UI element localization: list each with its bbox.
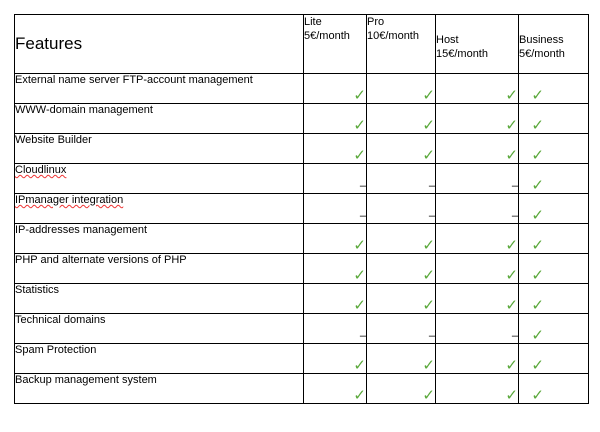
- check-icon: ✓: [531, 267, 544, 284]
- table-row: [15, 104, 589, 134]
- plan-cell: [436, 374, 519, 404]
- check-icon: ✓: [505, 237, 518, 254]
- dash-icon: –: [428, 330, 435, 342]
- dash-icon: –: [359, 330, 366, 342]
- feature-name: [15, 284, 304, 314]
- check-icon: ✓: [505, 117, 518, 134]
- plan-cell: [304, 164, 367, 194]
- check-icon: ✓: [353, 147, 366, 164]
- check-icon: ✓: [422, 297, 435, 314]
- plan-cell: [304, 224, 367, 254]
- feature-label: Technical domains: [15, 314, 106, 326]
- plan-name: Lite: [304, 16, 322, 28]
- feature-name: [15, 164, 304, 194]
- plan-cell: [367, 374, 436, 404]
- plan-cell: [436, 284, 519, 314]
- plan-cell: [304, 314, 367, 344]
- plan-header-pro: [367, 15, 436, 74]
- table-row: [15, 284, 589, 314]
- features-table: [14, 14, 589, 404]
- check-icon: ✓: [422, 387, 435, 404]
- plan-cell: [436, 194, 519, 224]
- plan-price: 10€/month: [367, 30, 419, 42]
- feature-label: Backup management system: [15, 374, 157, 386]
- plan-cell: [304, 194, 367, 224]
- feature-label: Cloudlinux: [15, 164, 67, 176]
- plan-cell: [436, 344, 519, 374]
- feature-name: [15, 344, 304, 374]
- plan-cell: [367, 194, 436, 224]
- plan-cell: [519, 314, 589, 344]
- plan-cell: [367, 164, 436, 194]
- plan-name: Business: [519, 34, 564, 46]
- check-icon: ✓: [353, 297, 366, 314]
- plan-cell: [436, 134, 519, 164]
- dash-icon: –: [359, 210, 366, 222]
- check-icon: ✓: [531, 117, 544, 134]
- table-row: [15, 194, 589, 224]
- features-header: Features: [15, 15, 304, 74]
- plan-name: Host: [436, 34, 459, 46]
- feature-name: [15, 134, 304, 164]
- table-row: [15, 344, 589, 374]
- check-icon: ✓: [505, 87, 518, 104]
- check-icon: ✓: [505, 267, 518, 284]
- plan-cell: [519, 374, 589, 404]
- feature-name: [15, 104, 304, 134]
- check-icon: ✓: [422, 357, 435, 374]
- plan-cell: [519, 74, 589, 104]
- check-icon: ✓: [531, 147, 544, 164]
- feature-label: IP-addresses management: [15, 224, 148, 236]
- plan-cell: [436, 224, 519, 254]
- dash-icon: –: [428, 180, 435, 192]
- table-row: [15, 224, 589, 254]
- plan-cell: [436, 104, 519, 134]
- dash-icon: –: [511, 180, 518, 192]
- check-icon: ✓: [531, 387, 544, 404]
- plan-name: Pro: [367, 16, 385, 28]
- feature-name: [15, 254, 304, 284]
- check-icon: ✓: [505, 387, 518, 404]
- plan-cell: [304, 104, 367, 134]
- check-icon: ✓: [353, 117, 366, 134]
- feature-label: IPmanager integration: [15, 194, 124, 206]
- check-icon: ✓: [531, 327, 544, 344]
- check-icon: ✓: [353, 357, 366, 374]
- check-icon: ✓: [505, 297, 518, 314]
- plan-cell: [519, 134, 589, 164]
- dash-icon: –: [511, 330, 518, 342]
- feature-label: PHP and alternate versions of PHP: [15, 254, 187, 266]
- plan-cell: [519, 344, 589, 374]
- plan-cell: [519, 164, 589, 194]
- plan-price: 15€/month: [436, 48, 488, 60]
- plan-cell: [367, 224, 436, 254]
- check-icon: ✓: [353, 267, 366, 284]
- check-icon: ✓: [531, 297, 544, 314]
- check-icon: ✓: [531, 207, 544, 224]
- plan-cell: [304, 74, 367, 104]
- check-icon: ✓: [531, 177, 544, 194]
- check-icon: ✓: [531, 87, 544, 104]
- plan-cell: [436, 254, 519, 284]
- plan-cell: [436, 74, 519, 104]
- plan-cell: [519, 284, 589, 314]
- feature-name: [15, 314, 304, 344]
- check-icon: ✓: [422, 267, 435, 284]
- plan-cell: [367, 254, 436, 284]
- check-icon: ✓: [353, 87, 366, 104]
- plan-price: 5€/month: [519, 48, 565, 60]
- plan-cell: [304, 134, 367, 164]
- plan-cell: [519, 254, 589, 284]
- table-row: [15, 374, 589, 404]
- plan-header-lite: [304, 15, 367, 74]
- plan-cell: [367, 314, 436, 344]
- feature-label: External name server FTP-account management: [15, 74, 253, 86]
- feature-name: [15, 74, 304, 104]
- check-icon: ✓: [505, 147, 518, 164]
- check-icon: ✓: [505, 357, 518, 374]
- feature-name: [15, 374, 304, 404]
- table-row: [15, 254, 589, 284]
- features-comparison: [14, 14, 589, 404]
- check-icon: ✓: [422, 237, 435, 254]
- check-icon: ✓: [531, 237, 544, 254]
- plan-cell: [367, 284, 436, 314]
- plan-cell: [304, 254, 367, 284]
- table-row: [15, 74, 589, 104]
- check-icon: ✓: [531, 357, 544, 374]
- check-icon: ✓: [422, 87, 435, 104]
- check-icon: ✓: [422, 117, 435, 134]
- feature-label: Spam Protection: [15, 344, 97, 356]
- header-row: [15, 15, 589, 74]
- plan-cell: [436, 164, 519, 194]
- check-icon: ✓: [353, 387, 366, 404]
- plan-cell: [519, 194, 589, 224]
- feature-name: [15, 194, 304, 224]
- dash-icon: –: [511, 210, 518, 222]
- plan-cell: [519, 224, 589, 254]
- plan-cell: [367, 74, 436, 104]
- feature-label: WWW-domain management: [15, 104, 153, 116]
- plan-cell: [367, 134, 436, 164]
- check-icon: ✓: [353, 237, 366, 254]
- table-row: [15, 314, 589, 344]
- plan-cell: [436, 314, 519, 344]
- plan-header-host: [436, 15, 519, 74]
- plan-cell: [304, 374, 367, 404]
- table-row: [15, 134, 589, 164]
- dash-icon: –: [359, 180, 366, 192]
- feature-label: Website Builder: [15, 134, 92, 146]
- dash-icon: –: [428, 210, 435, 222]
- check-icon: ✓: [422, 147, 435, 164]
- plan-price: 5€/month: [304, 30, 350, 42]
- table-row: [15, 164, 589, 194]
- feature-name: [15, 224, 304, 254]
- plan-cell: [304, 284, 367, 314]
- plan-header-business: [519, 15, 589, 74]
- plan-cell: [367, 344, 436, 374]
- plan-cell: [519, 104, 589, 134]
- plan-cell: [367, 104, 436, 134]
- feature-label: Statistics: [15, 284, 60, 296]
- plan-cell: [304, 344, 367, 374]
